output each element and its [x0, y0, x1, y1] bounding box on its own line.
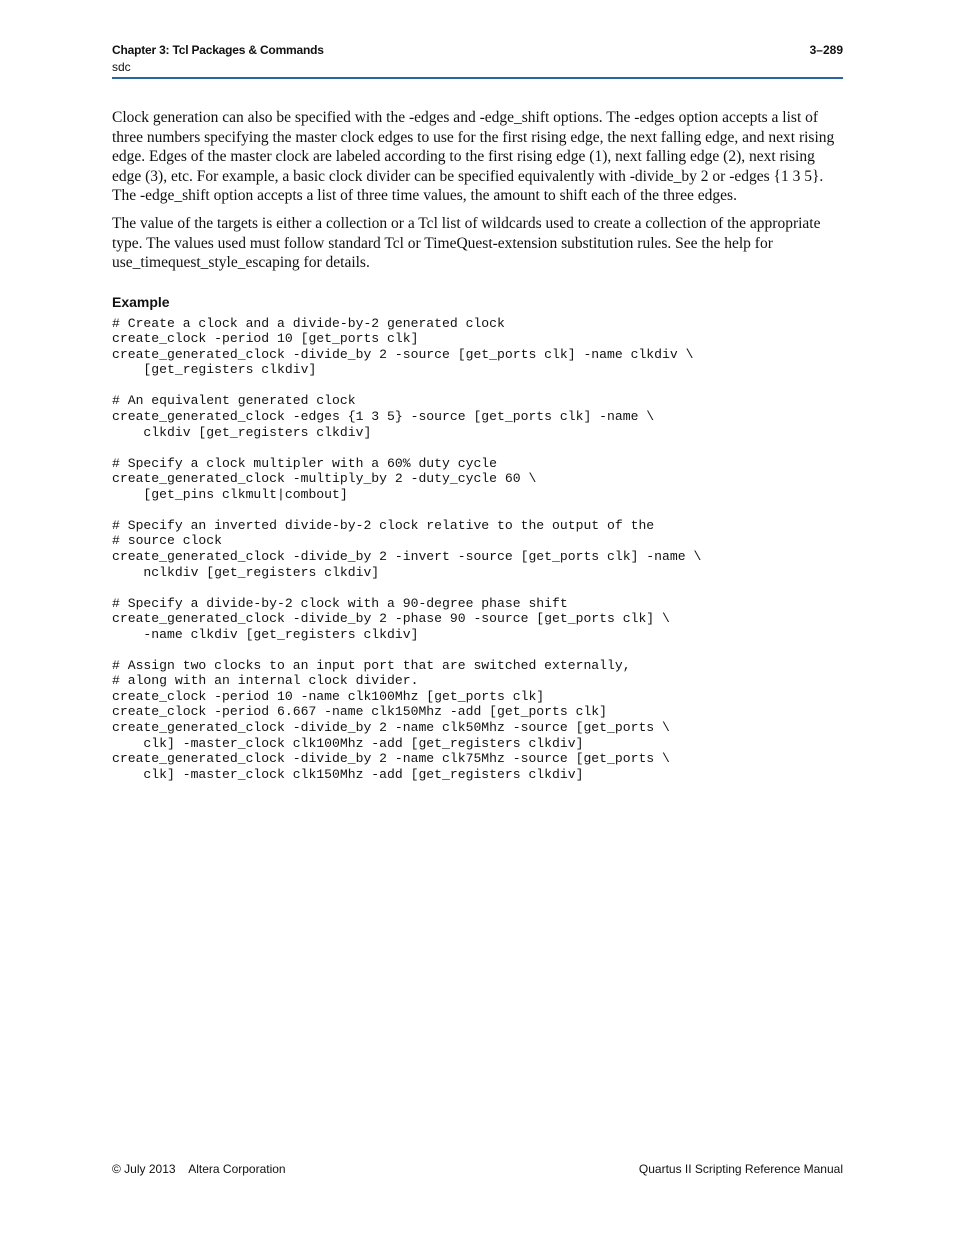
header-row: [112, 43, 843, 57]
paragraph-clock-generation: Clock generation can also be specified with the -edges and -edge_shift options. The -edges option accepts a list of three numbers specifying the master clock edges to use for the first rising edge, the next falling edge, and next rising edge. Edges of the master clock are labeled according to the first rising edge (1), next falling edge (2), next rising edge (3), etc. For example, a basic clock divider can be specified equivalently with -divide_by 2 or -edges {1 3 5}. The -edge_shift option accepts a list of three time values, the amount to shift each of the three edges.: [112, 109, 835, 205]
paragraph-targets: The value of the targets is either a collection or a Tcl list of wildcards used to create a collection of the appropriate type. The values used must follow standard Tcl or TimeQuest-extension substitution rules. See the help for use_timequest_style_escaping for details.: [112, 214, 821, 272]
example-heading: Example: [112, 293, 170, 310]
chapter-title: Chapter 3: Tcl Packages & Commands: [112, 43, 324, 57]
footer-copyright: © July 2013 Altera Corporation: [112, 1162, 286, 1176]
page-header: [112, 43, 843, 74]
footer-manual-title: Quartus II Scripting Reference Manual: [638, 1162, 843, 1176]
page-body: [112, 108, 843, 782]
page-footer: [112, 1162, 843, 1176]
code-example: # Create a clock and a divide-by-2 generated clock create_clock -period 10 [get_ports clk] create_generated_clock -divide_by 2 -source [get_ports clk] -name clkdiv \ [get_registers clkdiv] # An equivalent generated clock create_generated_clock -edges {1 3 5} -source [get_ports clk] -name \ clkdiv [get_registers clkdiv] # Specify a clock multipler with a 60% duty cycle create_generated_clock -multiply_by 2 -duty_cycle 60 \ [get_pins clkmult|combout] # Specify an inverted divide-by-2 clock relative to the output of the # source clock create_generated_clock -divide_by 2 -invert -source [get_ports clk] -name \ nclkdiv [get_registers clkdiv] # Specify a divide-by-2 clock with a 90-degree phase shift create_generated_clock -divide_by 2 -phase 90 -source [get_ports clk] \ -name clkdiv [get_registers clkdiv] # Assign two clocks to an input port that are switched externally, # along with an internal clock divider. create_clock -period 10 -name clk100Mhz [get_ports clk] create_clock -period 6.667 -name clk150Mhz -add [get_ports clk] create_generated_clock -divide_by 2 -name clk50Mhz -source [get_ports \ clk] -master_clock clk100Mhz -add [get_registers clkdiv] create_generated_clock -divide_by 2 -name clk75Mhz -source [get_ports \ clk] -master_clock clk150Mhz -add [get_registers clkdiv]: [112, 315, 702, 782]
header-divider: [112, 77, 843, 79]
page-number: 3–289: [809, 43, 843, 57]
section-name: sdc: [112, 60, 131, 74]
